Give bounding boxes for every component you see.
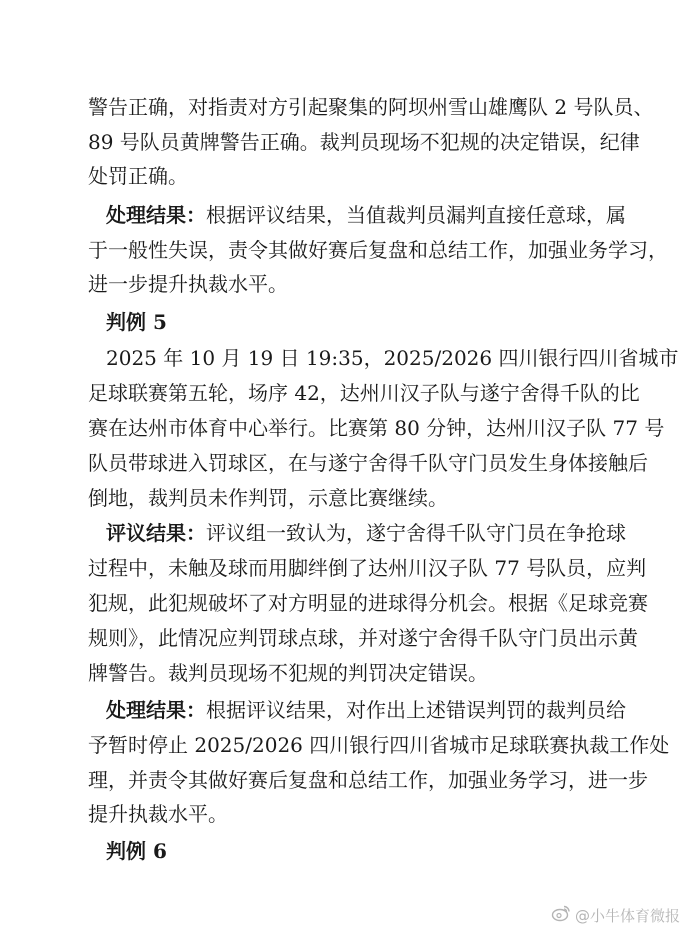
section-label: 处理结果：: [106, 203, 206, 227]
text-line: 队员带球进入罚球区，在与遂宁舍得千队守门员发生身体接触后: [88, 451, 648, 475]
text-line: 倒地，裁判员未作判罚，示意比赛继续。: [88, 486, 448, 510]
watermark-text: @小牛体育微报: [574, 906, 680, 925]
text-line: 提升执裁水平。: [88, 802, 228, 826]
text-line: 2025 年 10 月 19 日 19:35，2025/2026 四川银行四川省城市: [106, 346, 679, 370]
text-line: 理，并责令其做好赛后复盘和总结工作，加强业务学习，进一步: [88, 768, 648, 792]
text-line: 89 号队员黄牌警告正确。裁判员现场不犯规的决定错误，纪律: [88, 130, 640, 154]
text-line: 评议结果：评议组一致认为，遂宁舍得千队守门员在争抢球: [106, 521, 626, 545]
watermark: [551, 904, 680, 926]
text-line: 警告正确，对指责对方引起聚集的阿坝州雪山雄鹰队 2 号队员、: [88, 95, 654, 119]
text-line: 进一步提升执裁水平。: [88, 272, 288, 296]
text-line: 过程中，未触及球而用脚绊倒了达州川汉子队 77 号队员，应判: [88, 556, 647, 580]
text-line: 处罚正确。: [88, 164, 188, 188]
text-line: 足球联赛第五轮，场序 42，达州川汉子队与遂宁舍得千队的比: [88, 381, 640, 405]
weibo-icon: [551, 904, 571, 926]
text-line: 牌警告。裁判员现场不犯规的判罚决定错误。: [88, 661, 488, 685]
text-line: 予暂时停止 2025/2026 四川银行四川省城市足球联赛执裁工作处: [88, 733, 670, 757]
text-line: 处理结果：根据评议结果，对作出上述错误判罚的裁判员给: [106, 698, 626, 722]
section-label: 处理结果：: [106, 698, 206, 722]
text-line: 于一般性失误，责令其做好赛后复盘和总结工作，加强业务学习，: [88, 238, 668, 262]
case-heading: 判例 6: [106, 839, 167, 863]
text-line: 犯规，此犯规破坏了对方明显的进球得分机会。根据《足球竞赛: [88, 591, 648, 615]
text-line: 赛在达州市体育中心举行。比赛第 80 分钟，达州川汉子队 77 号: [88, 416, 665, 440]
text-line: 处理结果：根据评议结果，当值裁判员漏判直接任意球，属: [106, 203, 626, 227]
case-heading: 判例 5: [106, 310, 167, 334]
text-line: 规则》，此情况应判罚球点球，并对遂宁舍得千队守门员出示黄: [88, 626, 638, 650]
section-label: 评议结果：: [106, 521, 206, 545]
